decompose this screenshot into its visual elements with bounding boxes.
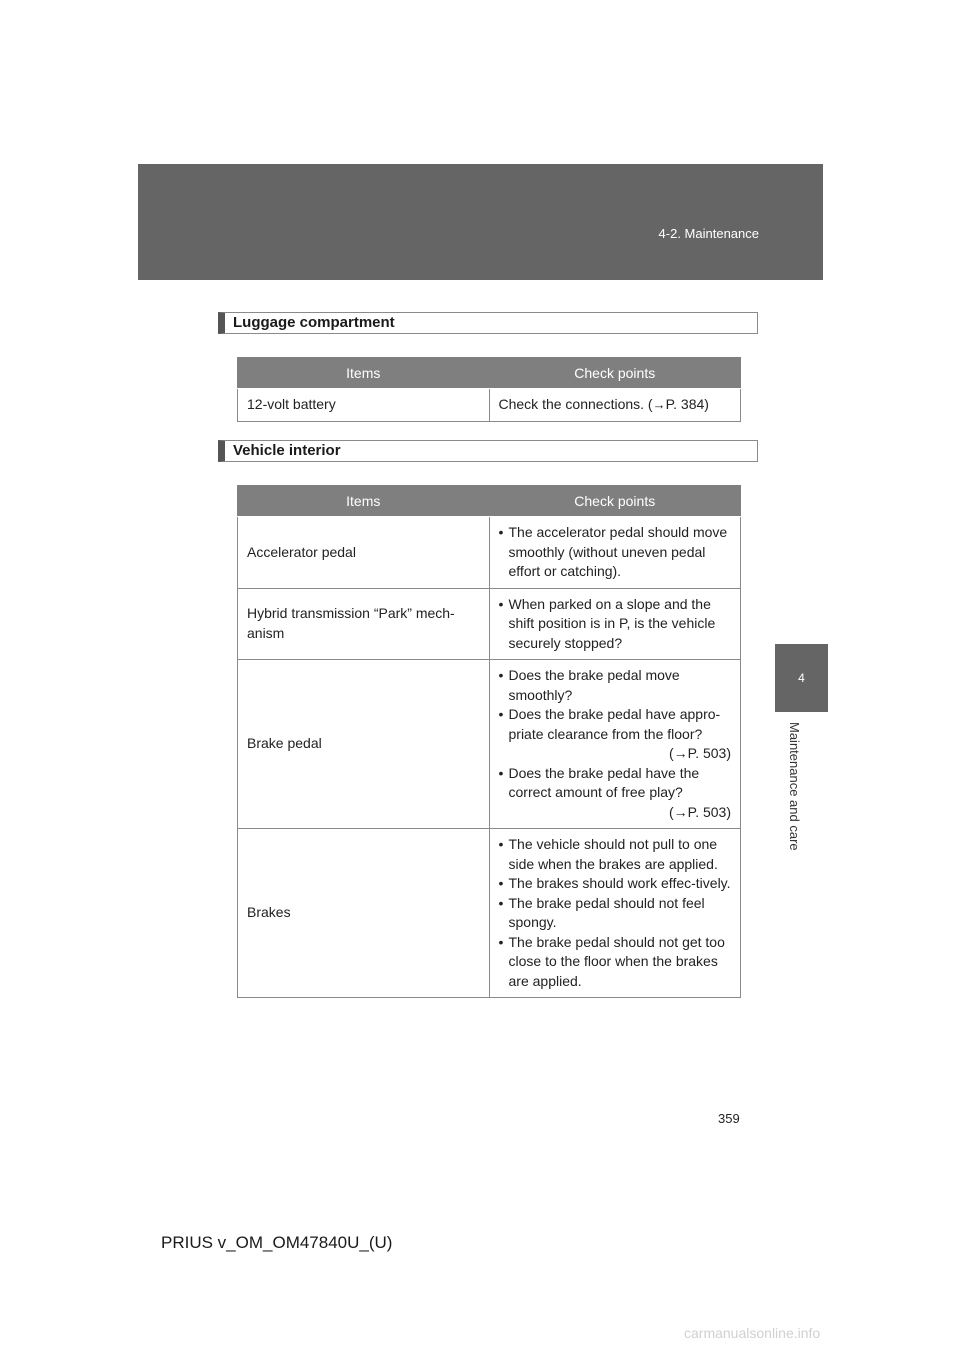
section-label: 4-2. Maintenance bbox=[658, 226, 759, 241]
check-cell bbox=[489, 389, 741, 422]
table-row bbox=[238, 660, 741, 829]
chapter-number: 4 bbox=[798, 671, 805, 685]
item-cell: 12-volt battery bbox=[238, 389, 490, 422]
list-item: • The accelerator pedal should move smoothly (without uneven pedal effort or catching). bbox=[499, 523, 732, 582]
list-item bbox=[499, 705, 732, 764]
page-number: 359 bbox=[718, 1111, 740, 1126]
chapter-tab bbox=[775, 644, 828, 712]
document-code: PRIUS v_OM_OM47840U_(U) bbox=[161, 1233, 393, 1252]
column-header-check-points: Check points bbox=[489, 486, 741, 517]
list-item-text: Does the brake pedal have the correct amount of free play? bbox=[508, 764, 700, 800]
list-item: • Does the brake pedal move smoothly? bbox=[499, 666, 732, 705]
table-header-row bbox=[238, 358, 741, 389]
list-item: • The brakes should work effec-tively. bbox=[499, 874, 732, 894]
table-row bbox=[238, 517, 741, 589]
luggage-table bbox=[237, 357, 741, 422]
section-heading-vehicle-interior: Vehicle interior bbox=[218, 440, 758, 462]
column-header-check-points: Check points bbox=[489, 358, 741, 389]
list-item: • When parked on a slope and the shift position is in P, is the vehicle securely stopped? bbox=[499, 595, 732, 654]
page-reference: (→P. 503) bbox=[669, 745, 731, 761]
watermark: carmanualsonline.info bbox=[684, 1325, 821, 1341]
table-row bbox=[238, 588, 741, 660]
list-item: • The brake pedal should not feel spongy. bbox=[499, 894, 732, 933]
section-heading-luggage: Luggage compartment bbox=[218, 312, 758, 334]
list-item: • The vehicle should not pull to one side when the brakes are applied. bbox=[499, 835, 732, 874]
chapter-title-vertical: Maintenance and care bbox=[787, 722, 802, 851]
item-cell: Brakes bbox=[238, 829, 490, 998]
page-reference: (→P. 503) bbox=[669, 803, 731, 820]
check-cell bbox=[489, 517, 741, 589]
chapter-header-band bbox=[138, 164, 823, 280]
page-reference: P. 384) bbox=[665, 396, 709, 412]
vehicle-interior-table bbox=[237, 485, 741, 998]
table-header-row bbox=[238, 486, 741, 517]
check-cell bbox=[489, 588, 741, 660]
item-cell: Hybrid transmission “Park” mech-anism bbox=[238, 588, 490, 660]
check-text: Check the connections. ( bbox=[498, 396, 653, 412]
check-cell bbox=[489, 660, 741, 829]
arrow-icon: → bbox=[652, 397, 666, 412]
table-row bbox=[238, 389, 741, 422]
list-item bbox=[499, 764, 732, 823]
column-header-items: Items bbox=[238, 486, 490, 517]
column-header-items: Items bbox=[238, 358, 490, 389]
item-cell: Brake pedal bbox=[238, 660, 490, 829]
table-row bbox=[238, 829, 741, 998]
item-cell: Accelerator pedal bbox=[238, 517, 490, 589]
list-item-text: Does the brake pedal have appro-priate clearance from the floor? bbox=[508, 706, 721, 742]
check-cell bbox=[489, 829, 741, 998]
list-item: • The brake pedal should not get too close to the floor when the brakes are applied. bbox=[499, 933, 732, 992]
